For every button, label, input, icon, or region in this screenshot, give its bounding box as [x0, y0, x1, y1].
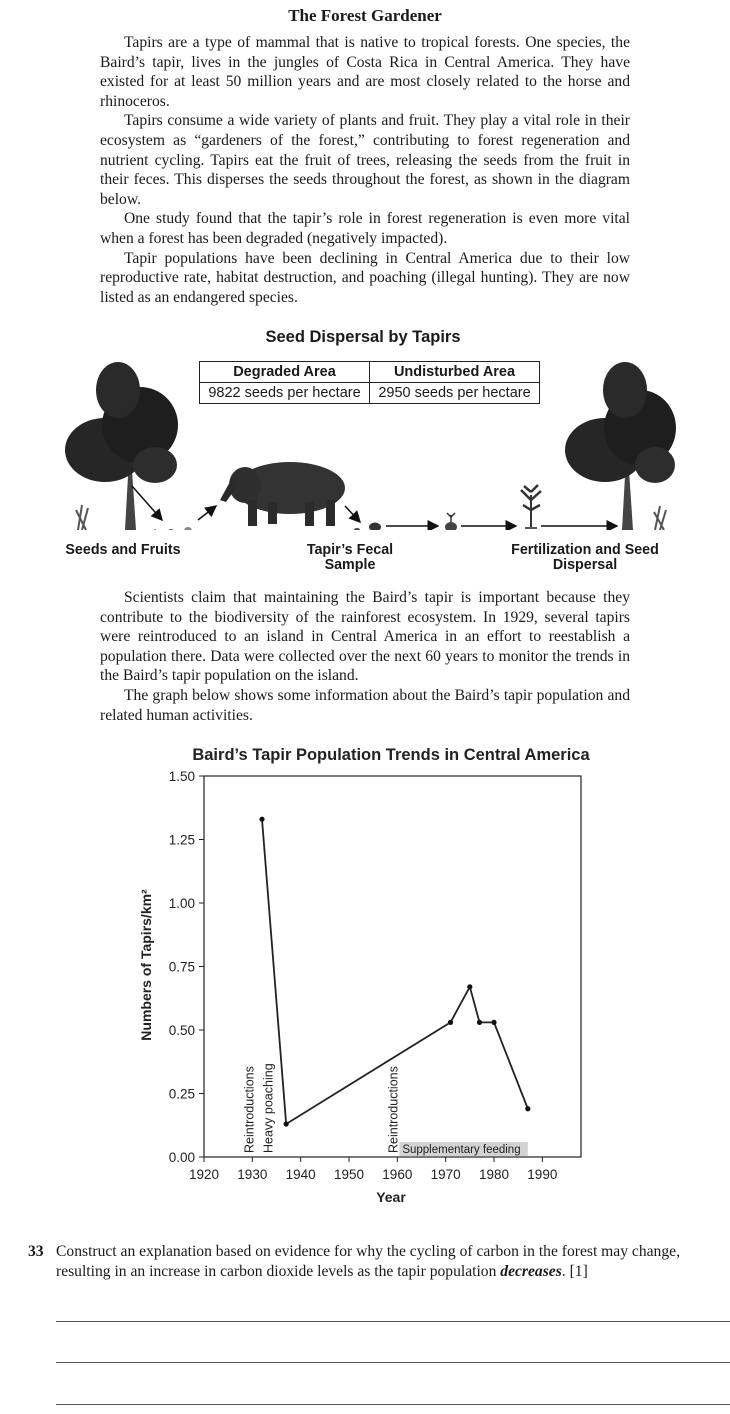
- label-line: Dispersal: [552, 557, 618, 573]
- paragraph: Scientists claim that maintaining the Baird’s tapir is important because they contribute to the biodiversity of the rainforest ecosystem. In 1929, several tapirs were reintroduced to an island in Central America in an effort to reestablish a population there. Data were collected over the next 60 years to monitor the trends in the Baird’s tapir population on the island.: [100, 589, 630, 685]
- y-tick-label: 0.00: [168, 1150, 195, 1165]
- paragraph: Tapirs are a type of mammal that is native to tropical forests. One species, the Baird’s tapir, lives in the jungles of Costa Rica in Central America. They have existed for at least 50 million years and are most closely related to the horse and rhinoceros.: [100, 34, 630, 110]
- question-text: [56, 1242, 688, 1281]
- passage-intro: [100, 33, 630, 307]
- question-emphasis: decreases: [500, 1262, 562, 1280]
- annotation-heavy-poaching: Heavy poaching: [261, 1063, 276, 1153]
- seed-dispersal-diagram: [0, 350, 730, 530]
- diagram-label-fertilization: [495, 543, 675, 573]
- x-tick-label: 1980: [478, 1167, 510, 1182]
- data-point: [467, 984, 472, 989]
- diagram-label-seeds: Seeds and Fruits: [65, 542, 181, 558]
- x-tick-label: 1970: [430, 1167, 461, 1182]
- answer-line[interactable]: [56, 1321, 730, 1322]
- data-point: [259, 817, 264, 822]
- diagram-label-fecal: [280, 543, 420, 573]
- x-tick-label: 1990: [527, 1167, 558, 1182]
- seedling-icon: [521, 485, 541, 528]
- y-tick-label: 1.50: [168, 769, 195, 784]
- population-chart: [0, 735, 730, 1205]
- data-point: [284, 1121, 289, 1126]
- annotation-feeding: Supplementary feeding: [402, 1144, 521, 1156]
- answer-line[interactable]: [56, 1362, 730, 1363]
- data-point: [448, 1020, 453, 1025]
- chart-title: Baird’s Tapir Population Trends in Central America: [192, 746, 590, 764]
- paragraph: One study found that the tapir’s role in forest regeneration is even more vital when a forest has been degraded (negatively impacted).: [100, 210, 630, 247]
- table-header: Undisturbed Area: [370, 362, 540, 383]
- x-axis-label: Year: [376, 1189, 406, 1205]
- answer-line[interactable]: [56, 1404, 730, 1405]
- y-tick-label: 1.00: [168, 896, 195, 911]
- y-tick-label: 1.25: [168, 832, 195, 848]
- annotation-reintroductions: Reintroductions: [242, 1066, 257, 1153]
- paragraph: The graph below shows some information about the Baird’s tapir population and related human activities.: [100, 686, 630, 724]
- x-tick-label: 1950: [333, 1167, 365, 1182]
- y-tick-label: 0.75: [168, 959, 195, 975]
- data-point: [477, 1020, 482, 1025]
- label-line: Sample: [324, 557, 376, 573]
- paragraph: Tapir populations have been declining in Central America due to their low reproductive rate, habitat destruction, and poaching (illegal hunting). They are now listed as an endangered species.: [100, 249, 630, 306]
- x-tick-label: 1940: [285, 1167, 316, 1182]
- data-point: [491, 1020, 496, 1025]
- passage-study: [100, 588, 630, 725]
- x-tick-label: 1930: [237, 1167, 268, 1182]
- tree-icon: [65, 362, 178, 530]
- label-line: Tapir’s Fecal: [306, 542, 394, 558]
- diagram-title: Seed Dispersal by Tapirs: [265, 328, 461, 346]
- seeds-icon: [149, 527, 198, 530]
- x-tick-label: 1960: [382, 1167, 413, 1182]
- question-points: . [1]: [561, 1262, 588, 1280]
- sprout-icon: [445, 513, 457, 530]
- data-point: [525, 1106, 530, 1111]
- page-title: The Forest Gardener: [288, 6, 442, 25]
- y-tick-label: 0.50: [168, 1023, 195, 1038]
- tree-icon: [565, 362, 676, 530]
- paragraph: Tapirs consume a wide variety of plants and fruit. They play a vital role in their ecosystem as “gardeners of the forest,” contributing to forest regeneration and nutrient cycling. Tapirs eat the fruit of trees, releasing the seeds from the fruit in their feces. This disperses the seeds throughout the forest, as shown in the diagram below.: [100, 112, 630, 208]
- question-33: [28, 1242, 688, 1281]
- table-cell: 9822 seeds per hectare: [200, 383, 370, 404]
- question-body: Construct an explanation based on evidence for why the cycling of carbon in the forest may change, resulting in an increase in carbon dioxide levels as the tapir population: [56, 1243, 680, 1280]
- label-line: Fertilization and Seed: [511, 542, 659, 558]
- question-number: 33: [28, 1243, 44, 1260]
- y-tick-label: 0.25: [168, 1086, 195, 1102]
- table-header: Degraded Area: [200, 362, 370, 383]
- x-tick-label: 1920: [188, 1167, 220, 1182]
- annotation-reintroductions: Reintroductions: [386, 1066, 401, 1153]
- y-axis-label: Numbers of Tapirs/km²: [138, 889, 154, 1041]
- table-cell: 2950 seeds per hectare: [370, 383, 540, 404]
- tapir-icon: [220, 462, 345, 526]
- feces-icon: [354, 523, 381, 531]
